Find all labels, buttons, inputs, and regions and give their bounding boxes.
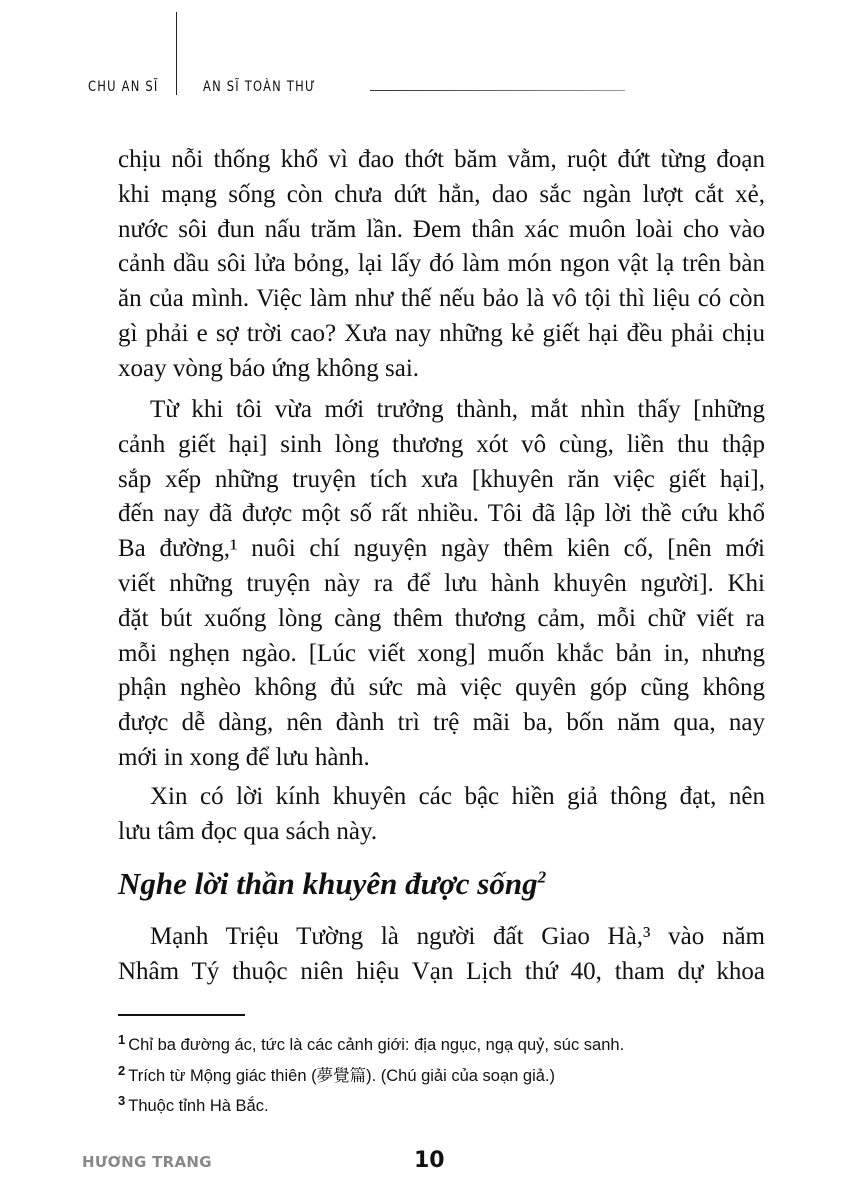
running-header-title: AN SĨ TOÀN THƯ: [203, 79, 317, 95]
text-line: ăn của mình. Việc làm như thế nếu bảo là vô tội thì liệu có còn: [118, 285, 765, 313]
text-line: cảnh giết hại] sinh lòng thương xót vô cùng, liền thu thập: [118, 430, 765, 458]
footnote-text: Trích từ Mộng giác thiên (夢覺篇). (Chú giải của soạn giả.): [128, 1067, 556, 1085]
footnote: [118, 1093, 269, 1116]
footnote-text: Thuộc tỉnh Hà Bắc.: [128, 1097, 269, 1115]
text-line: lưu tâm đọc qua sách này.: [118, 817, 378, 845]
text-line: khi mạng sống còn chưa dứt hẳn, dao sắc ngàn lượt cắt xẻ,: [118, 180, 765, 208]
text-line: mỗi nghẹn ngào. [Lúc viết xong] muốn khắc bản in, nhưng: [118, 639, 765, 667]
text-line: được dễ dàng, nên đành trì trệ mãi ba, bốn năm qua, nay: [118, 709, 765, 737]
page-number: 10: [414, 1148, 445, 1173]
section-heading: [118, 866, 546, 902]
text-line: Từ khi tôi vừa mới trưởng thành, mắt nhìn thấy [những: [150, 396, 765, 423]
text-line: viết những truyện này ra để lưu hành khuyên người]. Khi: [118, 570, 765, 597]
text-line: đặt bút xuống lòng càng thêm thương cảm, mỗi chữ viết ra: [118, 604, 765, 632]
text-line: Ba đường,¹ nuôi chí nguyện ngày thêm kiên cố, [nên mới: [118, 535, 765, 563]
header-rule: [370, 90, 625, 91]
publisher-logo: HƯƠNG TRANG: [82, 1153, 212, 1171]
text-line: Xin có lời kính khuyên các bậc hiền giả thông đạt, nên: [150, 783, 765, 810]
footnote-number: 1: [118, 1032, 126, 1047]
text-line: cảnh dầu sôi lửa bỏng, lại lấy đó làm món ngon vật lạ trên bàn: [118, 250, 765, 278]
text-line: đến nay đã được một số rất nhiều. Tôi đã lập lời thề cứu khổ: [118, 500, 765, 528]
text-line: chịu nỗi thống khổ vì đao thớt băm vằm, ruột đứt từng đoạn: [118, 146, 765, 173]
footnote: [118, 1062, 555, 1086]
text-line: mới in xong để lưu hành.: [118, 744, 370, 771]
text-line: xoay vòng báo ứng không sai.: [118, 354, 420, 382]
footnote-text: Chỉ ba đường ác, tức là các cảnh giới: địa ngục, ngạ quỷ, súc sanh.: [128, 1036, 625, 1054]
running-header-author: CHU AN SĨ: [88, 79, 159, 95]
header-divider: [176, 12, 177, 95]
footnote-number: 3: [118, 1093, 126, 1108]
section-heading-text: Nghe lời thần khuyên được sống: [118, 866, 538, 901]
text-line: Nhâm Tý thuộc niên hiệu Vạn Lịch thứ 40, tham dự khoa: [118, 957, 765, 985]
text-line: sắp xếp những truyện tích xưa [khuyên răn việc giết hại],: [118, 465, 765, 493]
text-line: nước sôi đun nấu trăm lần. Đem thân xác muôn loài cho vào: [118, 215, 765, 243]
text-line: phận nghèo không đủ sức mà việc quyên góp cũng không: [118, 674, 765, 702]
text-line: gì phải e sợ trời cao? Xưa nay những kẻ giết hại đều phải chịu: [118, 320, 765, 347]
footnote: [118, 1032, 624, 1055]
footnote-ref: 2: [537, 867, 547, 887]
footnote-number: 2: [118, 1063, 126, 1078]
footnote-separator: [118, 1014, 245, 1016]
text-line: Mạnh Triệu Tường là người đất Giao Hà,³ vào năm: [150, 923, 765, 950]
